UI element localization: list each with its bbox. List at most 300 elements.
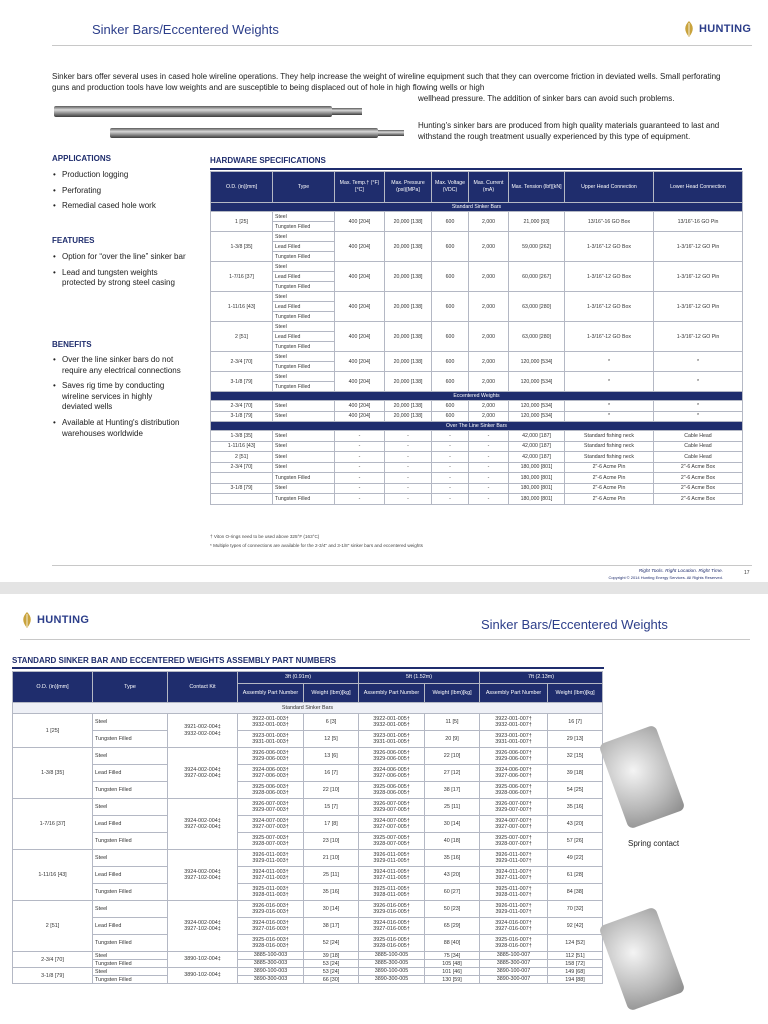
page-separator [0, 582, 768, 594]
weight-cell: 30 [14] [304, 901, 359, 918]
part-number-cell [359, 765, 425, 782]
weight-cell: 112 [51] [548, 952, 603, 960]
value-cell: Standard fishing neck [565, 452, 654, 463]
value-cell: 20,000 [138] [385, 411, 432, 422]
part-number-cell [359, 748, 425, 765]
table-row [211, 401, 743, 412]
part-number: 3931-001-003† [252, 739, 289, 745]
part-number-cell [480, 867, 548, 884]
value-cell: - [385, 483, 432, 494]
table-row [13, 782, 603, 799]
table-row [13, 884, 603, 901]
value-cell: - [335, 483, 385, 494]
od-cell: 2 [51] [211, 322, 273, 352]
od-cell: 1-11/16 [43] [211, 292, 273, 322]
column-header: Max. Current (mA) [469, 172, 509, 203]
weight-cell: 21 [10] [304, 850, 359, 867]
part-number: 3927-011-003† [252, 875, 289, 881]
table-row [13, 968, 603, 976]
value-cell: Cable Head [654, 431, 743, 442]
value-cell: 59,000 [262] [509, 232, 565, 262]
part-number-cell [359, 884, 425, 901]
part-number-cell [359, 952, 425, 960]
column-header: Weight (lbm)[kg] [548, 684, 603, 703]
part-number: 3924-011-005† [373, 868, 410, 875]
part-number-cell [480, 799, 548, 816]
od-cell: 1-11/16 [43] [211, 441, 273, 452]
part-number-cell [480, 833, 548, 850]
part-number: 3927-007-003† [252, 824, 289, 830]
value-cell: 600 [432, 262, 469, 292]
footer-copyright: Copyright © 2014 Hunting Energy Services. All Rights Reserved. [608, 575, 723, 580]
value-cell: - [432, 441, 469, 452]
part-number: 3928-011-003† [252, 892, 289, 898]
part-number: 3929-016-003† [252, 909, 289, 915]
column-header: Type [93, 672, 168, 703]
part-number: 3925-006-003† [252, 783, 289, 790]
part-number: 3924-007-003† [252, 817, 289, 824]
value-cell: 600 [432, 372, 469, 392]
value-cell: - [335, 431, 385, 442]
part-number: 3885-300-005 [374, 960, 409, 967]
part-number: 3931-001-007† [495, 739, 532, 745]
part-number-cell [238, 816, 304, 833]
value-cell: 600 [432, 212, 469, 232]
column-header: Max. Voltage (VDC) [432, 172, 469, 203]
type-cell: Lead Filled [273, 272, 335, 282]
value-cell: 1-3/16"-12 GO Pin [654, 292, 743, 322]
features-list [52, 252, 187, 294]
part-number-cell [359, 731, 425, 748]
column-header: Max. Pressure (psi)[MPa] [385, 172, 432, 203]
table-row [13, 867, 603, 884]
table-row [13, 918, 603, 935]
part-number: 3927-007-007† [495, 824, 532, 830]
value-cell: 2"-6 Acme Box [654, 473, 743, 484]
part-number: 3924-007-005† [373, 817, 410, 824]
section-header-row [211, 203, 743, 212]
weight-cell: 124 [52] [548, 935, 603, 952]
weight-cell: 22 [10] [304, 782, 359, 799]
column-header: Contact Kit [168, 672, 238, 703]
weight-cell: 30 [14] [425, 816, 480, 833]
part-number: 3928-006-003† [252, 790, 289, 796]
value-cell: - [385, 431, 432, 442]
type-cell: Tungsten Filled [273, 473, 335, 484]
part-number-cell [359, 816, 425, 833]
value-cell: 20,000 [138] [385, 372, 432, 392]
od-cell: 1-3/8 [35] [211, 431, 273, 442]
value-cell: 20,000 [138] [385, 232, 432, 262]
table-row [211, 372, 743, 382]
length-header: 7ft (2.13m) [480, 672, 603, 684]
od-cell: 2-3/4 [70] [13, 952, 93, 968]
type-cell: Steel [273, 212, 335, 222]
value-cell: 180,000 [801] [509, 483, 565, 494]
part-number-cell [359, 850, 425, 867]
value-cell: 2,000 [469, 401, 509, 412]
part-number: 3885-100-003 [253, 952, 288, 959]
contact-kit-number: 3927-002-004‡ [184, 773, 221, 779]
contact-kit-cell [168, 799, 238, 850]
od-cell [211, 473, 273, 484]
contact-kit-number: 3890-102-004‡ [184, 972, 221, 979]
value-cell: 2"-6 Acme Pin [565, 473, 654, 484]
type-cell: Tungsten Filled [273, 282, 335, 292]
section-title: Eccentered Weights [211, 392, 743, 401]
type-cell: Steel [93, 850, 168, 867]
part-number: 3890-100-003 [253, 968, 288, 975]
value-cell: 13/16"-16 GO Pin [654, 212, 743, 232]
type-cell: Lead Filled [273, 332, 335, 342]
part-number-cell [238, 901, 304, 918]
weight-cell: 38 [17] [425, 782, 480, 799]
weight-cell: 88 [40] [425, 935, 480, 952]
header-rule [20, 639, 750, 640]
spring-contact-caption: Spring contact [628, 839, 680, 848]
contact-kit-cell [168, 748, 238, 799]
page-title: Sinker Bars/Eccentered Weights [481, 617, 668, 632]
weight-cell: 49 [22] [548, 850, 603, 867]
part-number-cell [359, 833, 425, 850]
type-cell: Tungsten Filled [93, 833, 168, 850]
value-cell: 2"-6 Acme Box [654, 462, 743, 473]
type-cell: Tungsten Filled [273, 252, 335, 262]
type-cell: Steel [93, 952, 168, 960]
value-cell: 120,000 [534] [509, 352, 565, 372]
type-cell: Steel [273, 483, 335, 494]
contact-kit-cell [168, 901, 238, 952]
part-number-cell [238, 714, 304, 731]
type-cell: Steel [273, 452, 335, 463]
table-row [13, 799, 603, 816]
part-number: 3925-007-003† [252, 834, 289, 841]
part-number-cell [238, 968, 304, 976]
part-number: 3924-016-005† [373, 919, 410, 926]
od-cell: 1-7/16 [37] [211, 262, 273, 292]
value-cell: Standard fishing neck [565, 441, 654, 452]
table-row [211, 411, 743, 422]
value-cell: - [432, 431, 469, 442]
intro-paragraph-continued: wellhead pressure. The addition of sinker bars can avoid such problems. [418, 94, 675, 103]
value-cell: 400 [204] [335, 212, 385, 232]
value-cell: 2"-6 Acme Box [654, 494, 743, 505]
part-number: 3926-011-003† [252, 851, 289, 858]
value-cell: * [654, 352, 743, 372]
table-header-row [13, 672, 603, 684]
od-cell: 2-3/4 [70] [211, 401, 273, 412]
table-row [211, 483, 743, 494]
page-number: 17 [744, 570, 750, 576]
features-heading: FEATURES [52, 236, 95, 245]
od-cell: 1 [25] [13, 714, 93, 748]
value-cell: Cable Head [654, 452, 743, 463]
part-number-cell [359, 867, 425, 884]
table-row [13, 714, 603, 731]
type-cell: Tungsten Filled [93, 884, 168, 901]
type-cell: Lead Filled [93, 765, 168, 782]
value-cell: 1-3/16"-12 GO Box [565, 262, 654, 292]
table-row [211, 322, 743, 332]
part-number: 3926-011-005† [373, 851, 410, 858]
weight-cell: 158 [72] [548, 960, 603, 968]
contact-kit-number: 3924-002-004‡ [184, 919, 221, 926]
table-row [13, 748, 603, 765]
weight-cell: 20 [9] [425, 731, 480, 748]
part-number: 3928-006-007† [495, 790, 532, 796]
weight-cell: 39 [18] [548, 765, 603, 782]
value-cell: 20,000 [138] [385, 262, 432, 292]
part-number: 3926-016-003† [252, 902, 289, 909]
part-number: 3931-001-005† [373, 739, 410, 745]
applications-list [52, 170, 202, 217]
hardware-specifications-heading: HARDWARE SPECIFICATIONS [210, 156, 326, 165]
type-cell: Steel [273, 352, 335, 362]
weight-cell: 27 [12] [425, 765, 480, 782]
weight-cell: 84 [38] [548, 884, 603, 901]
value-cell: 400 [204] [335, 322, 385, 352]
spec-table-header [211, 172, 743, 203]
benefits-item: • Over the line sinker bars do not require any electrical connections [52, 355, 182, 376]
section-title: Standard Sinker Bars [211, 203, 743, 212]
section-header-row [13, 703, 603, 714]
part-number: 3929-007-007† [495, 807, 532, 813]
part-number: 3928-016-007† [495, 943, 532, 949]
value-cell: 2,000 [469, 212, 509, 232]
part-number: 3890-300-005 [374, 976, 409, 983]
value-cell: - [469, 452, 509, 463]
weight-cell: 53 [24] [304, 960, 359, 968]
part-number: 3932-001-007† [495, 722, 532, 728]
contact-kit-number: 3927-102-004‡ [184, 926, 221, 932]
part-number: 3926-006-007† [495, 749, 532, 756]
part-number: 3924-016-007† [495, 919, 532, 926]
part-number: 3924-011-007† [495, 868, 532, 875]
part-number-cell [480, 884, 548, 901]
intro-paragraph-2: Hunting's sinker bars are produced from high quality materials guaranteed to last and withstand the rough treatment usually experienced by this type of equipment. [418, 121, 720, 141]
hardware-specifications-table [210, 171, 743, 505]
type-cell: Steel [273, 431, 335, 442]
contact-kit-number: 3927-102-004‡ [184, 875, 221, 881]
part-number-cell [480, 782, 548, 799]
type-cell: Lead Filled [93, 918, 168, 935]
part-number-cell [238, 884, 304, 901]
part-number: 3923-001-005† [373, 732, 410, 739]
part-number: 3927-016-007† [495, 926, 532, 932]
part-number: 3890-300-007 [496, 976, 531, 983]
part-number-cell [359, 782, 425, 799]
value-cell: 20,000 [138] [385, 322, 432, 352]
od-cell: 3-1/8 [79] [211, 483, 273, 494]
column-header: O.D. (in)[mm] [13, 672, 93, 703]
column-header: Weight (lbm)[kg] [425, 684, 480, 703]
value-cell: 20,000 [138] [385, 401, 432, 412]
weight-cell: 35 [16] [425, 850, 480, 867]
type-cell: Tungsten Filled [273, 312, 335, 322]
weight-cell: 11 [5] [425, 714, 480, 731]
type-cell: Tungsten Filled [93, 960, 168, 968]
type-cell: Steel [273, 401, 335, 412]
part-number-cell [480, 901, 548, 918]
weight-cell: 194 [88] [548, 976, 603, 984]
part-number: 3926-007-007† [495, 800, 532, 807]
table-row [13, 976, 603, 984]
weight-cell: 35 [16] [304, 884, 359, 901]
part-number: 3929-011-007† [495, 909, 532, 915]
value-cell: 63,000 [280] [509, 292, 565, 322]
features-item: • Option for “over the line” sinker bar [52, 252, 187, 263]
weight-cell: 25 [11] [304, 867, 359, 884]
value-cell: * [654, 411, 743, 422]
od-cell [211, 494, 273, 505]
value-cell: - [432, 452, 469, 463]
od-cell: 2 [51] [13, 901, 93, 952]
part-number: 3932-001-005† [373, 722, 410, 728]
table-row [211, 352, 743, 362]
weight-cell: 16 [7] [304, 765, 359, 782]
benefits-item: • Saves rig time by conducting wireline services in highly deviated wells [52, 381, 182, 413]
value-cell: - [385, 452, 432, 463]
part-number: 3922-001-007† [495, 715, 532, 722]
value-cell: - [335, 473, 385, 484]
part-number: 3926-016-005† [373, 902, 410, 909]
table-row [211, 292, 743, 302]
table-row [13, 952, 603, 960]
length-header: 3ft (0.91m) [238, 672, 359, 684]
length-header: 5ft (1.52m) [359, 672, 480, 684]
part-number-cell [359, 960, 425, 968]
part-number: 3928-016-005† [373, 943, 410, 949]
part-number: 3885-300-003 [253, 960, 288, 967]
part-number-cell [480, 976, 548, 984]
value-cell: 600 [432, 352, 469, 372]
part-number-cell [238, 765, 304, 782]
contact-kit-cell [168, 952, 238, 968]
value-cell: 2,000 [469, 262, 509, 292]
value-cell: 180,000 [801] [509, 462, 565, 473]
part-number: 3926-011-007† [495, 902, 532, 909]
type-cell: Tungsten Filled [273, 342, 335, 352]
contact-kit-cell [168, 850, 238, 901]
part-number: 3928-016-003† [252, 943, 289, 949]
hunting-logo [20, 611, 89, 629]
value-cell: - [385, 462, 432, 473]
part-number-cell [480, 714, 548, 731]
part-number-cell [238, 976, 304, 984]
value-cell: * [654, 401, 743, 412]
type-cell: Steel [273, 441, 335, 452]
section-header-row [211, 392, 743, 401]
table-row [211, 441, 743, 452]
spec-table-body [211, 203, 743, 505]
value-cell: 400 [204] [335, 232, 385, 262]
assembly-part-numbers-table [12, 671, 603, 984]
value-cell: - [385, 473, 432, 484]
value-cell: 600 [432, 401, 469, 412]
part-number: 3925-007-007† [495, 834, 532, 841]
part-number-cell [480, 952, 548, 960]
part-number-cell [480, 850, 548, 867]
part-number-cell [238, 850, 304, 867]
part-number-cell [359, 714, 425, 731]
value-cell: - [432, 483, 469, 494]
weight-cell: 16 [7] [548, 714, 603, 731]
table-row [13, 731, 603, 748]
benefits-heading: BENEFITS [52, 340, 92, 349]
value-cell: 600 [432, 322, 469, 352]
value-cell: 400 [204] [335, 372, 385, 392]
weight-cell: 54 [25] [548, 782, 603, 799]
column-header: Assembly Part Number [359, 684, 425, 703]
part-number: 3885-100-007 [496, 952, 531, 959]
weight-cell: 12 [5] [304, 731, 359, 748]
contact-kit-number: 3924-002-004‡ [184, 766, 221, 773]
weight-cell: 13 [6] [304, 748, 359, 765]
weight-cell: 39 [18] [304, 952, 359, 960]
value-cell: - [469, 483, 509, 494]
part-number: 3924-016-003† [252, 919, 289, 926]
weight-cell: 43 [20] [548, 816, 603, 833]
part-number-cell [238, 799, 304, 816]
weight-cell: 75 [34] [425, 952, 480, 960]
table-row [13, 935, 603, 952]
value-cell: 20,000 [138] [385, 352, 432, 372]
type-cell: Steel [273, 372, 335, 382]
weight-cell: 105 [48] [425, 960, 480, 968]
brand-name: HUNTING [37, 614, 90, 626]
column-header: Type [273, 172, 335, 203]
contact-kit-cell [168, 968, 238, 984]
value-cell: - [335, 462, 385, 473]
part-number-cell [480, 960, 548, 968]
part-number: 3929-007-005† [373, 807, 410, 813]
spec-heading-rule [210, 168, 742, 170]
part-number: 3926-006-003† [252, 749, 289, 756]
weight-cell: 40 [18] [425, 833, 480, 850]
weight-cell: 50 [23] [425, 901, 480, 918]
part-number: 3925-011-003† [252, 885, 289, 892]
part-number: 3926-011-007† [495, 851, 532, 858]
intro-paragraph: Sinker bars offer several uses in cased hole wireline operations. They help increase the weight of wireline equipment such that they can overcome friction in deviated wells. Small perforating guns and production tools have low weights and are susceptible to being displaced out of hole in high flowing wells or high [52, 72, 721, 92]
weight-cell: 38 [17] [304, 918, 359, 935]
part-number-cell [238, 731, 304, 748]
part-number: 3922-001-005† [373, 715, 410, 722]
type-cell: Steel [273, 292, 335, 302]
part-number: 3927-007-005† [373, 824, 410, 830]
value-cell: 63,000 [280] [509, 322, 565, 352]
assembly-table-heading: STANDARD SINKER BAR AND ECCENTERED WEIGHTS ASSEMBLY PART NUMBERS [12, 656, 337, 665]
section-header-row [211, 422, 743, 431]
type-cell: Tungsten Filled [273, 362, 335, 372]
od-cell: 1 [25] [211, 212, 273, 232]
spring-contact-photo-2 [598, 906, 685, 1011]
value-cell: - [335, 494, 385, 505]
table-row [13, 833, 603, 850]
value-cell: 600 [432, 411, 469, 422]
value-cell: 42,000 [187] [509, 441, 565, 452]
part-number: 3929-011-007† [495, 858, 532, 864]
hunting-leaf-icon [20, 611, 34, 629]
part-number: 3927-016-003† [252, 926, 289, 932]
value-cell: - [385, 441, 432, 452]
column-header: Upper Head Connection [565, 172, 654, 203]
footnote-viton: † Viton O-rings need to be used above 325°F (163°C) [210, 534, 320, 539]
part-number-cell [359, 918, 425, 935]
part-number: 3927-006-007† [495, 773, 532, 779]
part-number: 3926-006-005† [373, 749, 410, 756]
column-header: O.D. (in)[mm] [211, 172, 273, 203]
weight-cell: 92 [42] [548, 918, 603, 935]
